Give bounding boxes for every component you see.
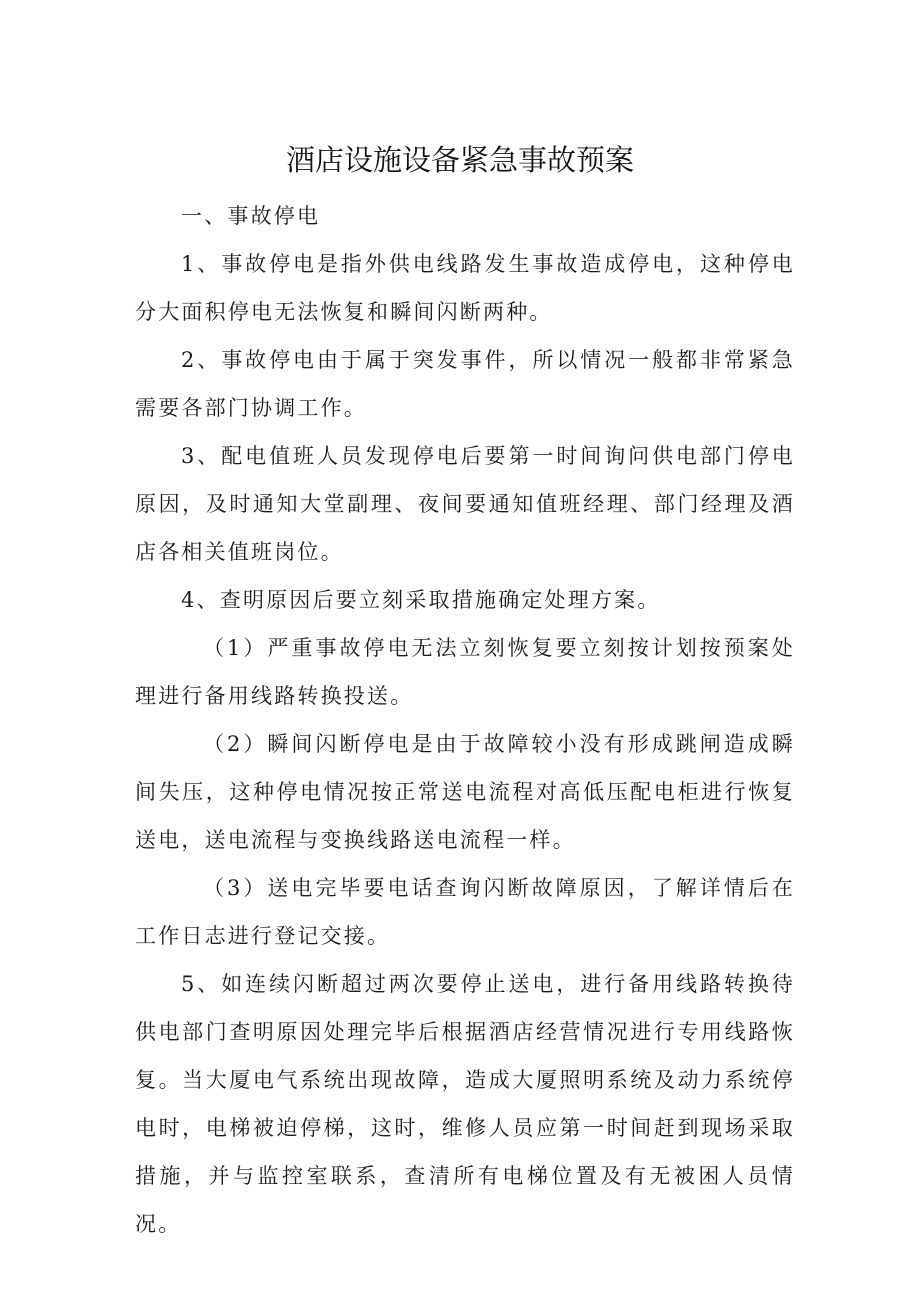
paragraph-item-3: 3、配电值班人员发现停电后要第一时间询问供电部门停电原因，及时通知大堂副理、夜间要通知值班经理、部门经理及酒店各相关值班岗位。 [135, 444, 795, 564]
paragraph-item-4: 4、查明原因后要立刻采取措施确定处理方案。 [181, 588, 661, 612]
sub-item-3: （3）送电完毕要电话查询闪断故障原因，了解详情后在工作日志进行登记交接。 [135, 876, 795, 948]
document-body [135, 192, 795, 1248]
paragraph-item-1: 1、事故停电是指外供电线路发生事故造成停电，这种停电分大面积停电无法恢复和瞬间闪断两种。 [135, 252, 795, 324]
sub-item-1: （1）严重事故停电无法立刻恢复要立刻按计划按预案处理进行备用线路转换投送。 [135, 636, 795, 708]
sub-item-2: （2）瞬间闪断停电是由于故障较小没有形成跳闸造成瞬间失压，这种停电情况按正常送电流程对高低压配电柜进行恢复送电，送电流程与变换线路送电流程一样。 [135, 732, 795, 852]
document-title: 酒店设施设备紧急事故预案 [285, 143, 634, 177]
paragraph-item-5: 5、如连续闪断超过两次要停止送电，进行备用线路转换待供电部门查明原因处理完毕后根据酒店经营情况进行专用线路恢复。当大厦电气系统出现故障，造成大厦照明系统及动力系统停电时，电梯被迫停梯，这时，维修人员应第一时间赶到现场采取措施，并与监控室联系，查清所有电梯位置及有无被困人员情况。 [135, 972, 795, 1236]
paragraph-item-2: 2、事故停电由于属于突发事件，所以情况一般都非常紧急需要各部门协调工作。 [135, 348, 795, 420]
section-heading: 一、事故停电 [181, 204, 321, 228]
